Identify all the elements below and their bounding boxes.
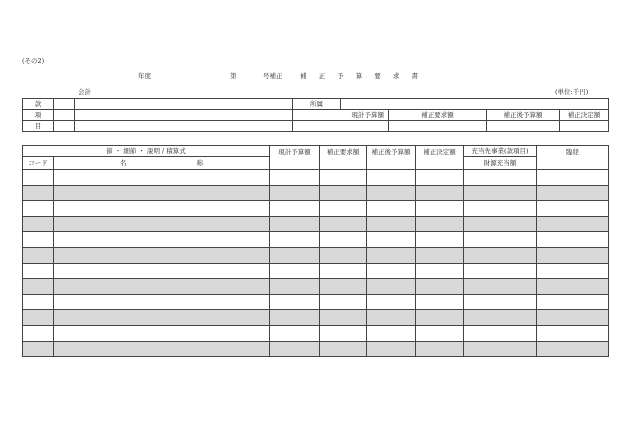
moku-code-cell[interactable] [54, 121, 75, 132]
table-cell[interactable] [464, 185, 537, 201]
table-cell[interactable] [54, 310, 270, 326]
bikou-header: 臨経 [537, 146, 609, 170]
table-cell[interactable] [367, 201, 416, 217]
table-cell[interactable] [23, 310, 54, 326]
kan-code-cell[interactable] [54, 99, 75, 110]
kan-label: 款 [23, 99, 54, 110]
table-cell[interactable] [464, 294, 537, 310]
table-cell[interactable] [416, 325, 464, 341]
table-cell[interactable] [416, 170, 464, 186]
table-cell[interactable] [416, 185, 464, 201]
table-row [23, 294, 609, 310]
hoseigo-yosan-value[interactable] [487, 121, 560, 132]
table-cell[interactable] [416, 232, 464, 248]
table-cell[interactable] [54, 341, 270, 357]
table-cell[interactable] [23, 170, 54, 186]
table-cell[interactable] [23, 263, 54, 279]
sho-label: 称 [196, 159, 203, 167]
table-cell[interactable] [23, 201, 54, 217]
table-cell[interactable] [464, 232, 537, 248]
table-cell[interactable] [464, 247, 537, 263]
table-cell[interactable] [537, 310, 609, 326]
table-cell[interactable] [464, 263, 537, 279]
table-cell[interactable] [464, 325, 537, 341]
table-cell[interactable] [320, 185, 367, 201]
hoseigo-yosan-header: 補正後予算額 [487, 110, 560, 121]
table-cell[interactable] [23, 185, 54, 201]
hosei-yokyu-header: 補正要求額 [389, 110, 487, 121]
table-cell[interactable] [270, 201, 320, 217]
table-cell[interactable] [416, 294, 464, 310]
table-cell[interactable] [270, 185, 320, 201]
table-cell[interactable] [367, 247, 416, 263]
table-cell[interactable] [320, 279, 367, 295]
table-cell[interactable] [537, 247, 609, 263]
kou-name-cell[interactable] [75, 110, 293, 121]
go-hosei-label: 号補正 [263, 72, 283, 80]
table-cell[interactable] [464, 279, 537, 295]
table-row [23, 232, 609, 248]
shozoku-label: 所属 [293, 99, 341, 110]
table-cell[interactable] [320, 341, 367, 357]
table-cell[interactable] [54, 263, 270, 279]
table-cell[interactable] [537, 170, 609, 186]
table-cell[interactable] [367, 294, 416, 310]
table-cell[interactable] [54, 170, 270, 186]
table-row [23, 247, 609, 263]
table-cell[interactable] [367, 263, 416, 279]
kou-code-cell[interactable] [54, 110, 75, 121]
table-cell[interactable] [270, 170, 320, 186]
table-cell[interactable] [367, 232, 416, 248]
table-row [23, 263, 609, 279]
table-row [23, 185, 609, 201]
hosei-yokyu-value[interactable] [389, 121, 487, 132]
table-cell[interactable] [23, 232, 54, 248]
kan-name-cell[interactable] [75, 99, 293, 110]
table-cell[interactable] [537, 279, 609, 295]
table-row [23, 170, 609, 186]
table-cell[interactable] [54, 201, 270, 217]
table-cell[interactable] [320, 232, 367, 248]
table-row [23, 341, 609, 357]
table-cell[interactable] [23, 247, 54, 263]
table-cell[interactable] [416, 263, 464, 279]
moku-name-cell[interactable] [75, 121, 293, 132]
table-cell[interactable] [23, 279, 54, 295]
table-cell[interactable] [464, 310, 537, 326]
table-cell[interactable] [416, 216, 464, 232]
meisho-header [54, 157, 270, 170]
table-cell[interactable] [270, 216, 320, 232]
table-cell[interactable] [54, 247, 270, 263]
table-cell[interactable] [367, 310, 416, 326]
table-cell[interactable] [537, 216, 609, 232]
table-cell[interactable] [320, 325, 367, 341]
table-cell[interactable] [270, 279, 320, 295]
kou-label: 項 [23, 110, 54, 121]
code-header: コード [23, 157, 54, 170]
account-table [22, 98, 609, 132]
unit-label: (単位:千円) [555, 88, 589, 96]
table-cell[interactable] [270, 232, 320, 248]
table-row [23, 216, 609, 232]
table-row [23, 310, 609, 326]
moku-label: 目 [23, 121, 54, 132]
table-cell[interactable] [320, 247, 367, 263]
year-label: 年度 [138, 72, 151, 80]
table-cell[interactable] [416, 247, 464, 263]
table-cell[interactable] [320, 310, 367, 326]
table-cell[interactable] [270, 263, 320, 279]
table-cell[interactable] [320, 263, 367, 279]
form-title: 補 正 予 算 要 求 書 [300, 72, 423, 80]
part-label: (その2) [22, 57, 45, 65]
table-cell[interactable] [367, 341, 416, 357]
setsu-header: 節 ・ 細節 ・ 説明 / 積算式 [23, 146, 270, 157]
table-cell[interactable] [464, 216, 537, 232]
table-cell[interactable] [464, 201, 537, 217]
table-cell[interactable] [270, 247, 320, 263]
mei-label: 名 [120, 159, 127, 167]
table-cell[interactable] [464, 341, 537, 357]
kettei-header: 補正決定額 [416, 146, 464, 170]
table-cell[interactable] [23, 294, 54, 310]
table-cell[interactable] [537, 263, 609, 279]
table-cell[interactable] [416, 310, 464, 326]
table-cell[interactable] [537, 294, 609, 310]
table-cell[interactable] [464, 170, 537, 186]
table-row [23, 279, 609, 295]
table-cell[interactable] [416, 201, 464, 217]
juto-jigyo-header: 充当先事業(款項目) [464, 146, 537, 157]
table-cell[interactable] [537, 341, 609, 357]
kaikei-label: 会計 [78, 88, 91, 96]
table-cell[interactable] [320, 294, 367, 310]
genkei-yosan-value[interactable] [293, 121, 389, 132]
table-cell[interactable] [270, 341, 320, 357]
table-cell[interactable] [270, 310, 320, 326]
table-cell[interactable] [367, 325, 416, 341]
hoseigo-header: 補正後予算額 [367, 146, 416, 170]
table-cell[interactable] [416, 341, 464, 357]
zaigen-header: 財源充当額 [464, 157, 537, 170]
dai-label: 第 [230, 72, 237, 80]
hosei-kettei-header: 補正決定額 [560, 110, 609, 121]
table-cell[interactable] [537, 185, 609, 201]
table-cell[interactable] [537, 325, 609, 341]
table-cell[interactable] [54, 294, 270, 310]
genkei-yosan-header: 現計予算額 [293, 110, 389, 121]
table-cell[interactable] [367, 279, 416, 295]
yokyu-header: 補正要求額 [320, 146, 367, 170]
table-cell[interactable] [54, 325, 270, 341]
table-cell[interactable] [367, 216, 416, 232]
detail-table [22, 145, 609, 357]
genkei-header: 現計予算額 [270, 146, 320, 170]
table-cell[interactable] [320, 216, 367, 232]
table-cell[interactable] [367, 185, 416, 201]
table-cell[interactable] [54, 279, 270, 295]
table-cell[interactable] [23, 216, 54, 232]
table-cell[interactable] [537, 201, 609, 217]
table-cell[interactable] [54, 216, 270, 232]
table-cell[interactable] [23, 325, 54, 341]
table-row [23, 201, 609, 217]
table-cell[interactable] [54, 232, 270, 248]
table-cell[interactable] [537, 232, 609, 248]
table-row [23, 325, 609, 341]
table-cell[interactable] [270, 294, 320, 310]
table-cell[interactable] [320, 201, 367, 217]
table-cell[interactable] [320, 170, 367, 186]
table-cell[interactable] [23, 341, 54, 357]
hosei-kettei-value[interactable] [560, 121, 609, 132]
shozoku-value-cell[interactable] [341, 99, 609, 110]
table-cell[interactable] [367, 170, 416, 186]
table-cell[interactable] [416, 279, 464, 295]
table-cell[interactable] [54, 185, 270, 201]
table-cell[interactable] [270, 325, 320, 341]
